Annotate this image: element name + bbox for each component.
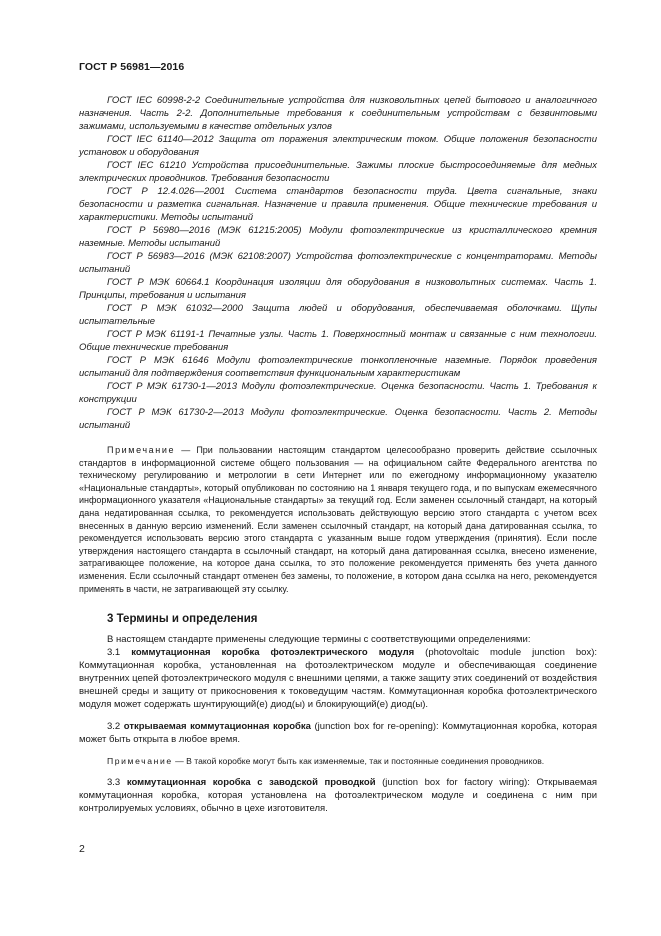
term-text: (junction box for factory wiring): Открываемая коммутационная коробка, которая установлена на фотоэлектрическом модуле и соединена с ним при контролируемых условиях, обычно в цехе изготовителя. [79, 777, 598, 815]
reference-item: ГОСТ IEC 60998-2-2 Соединительные устройства для низковольтных цепей бытового и аналогичного назначения. Часть 2-2. Дополнительные требования к соединительным устройствам с безвинтовыми зажимами, используемыми в качестве отдельных узлов [79, 95, 597, 132]
term-name: открываемая коммутационная коробка [123, 721, 311, 733]
term-definition-3-2 [79, 720, 597, 746]
reference-item: ГОСТ Р 12.4.026—2001 Система стандартов безопасности труда. Цвета сигнальные, знаки безопасности и разметка сигнальная. Назначение и правила применения. Общие технические требования и характеристики. Методы испытаний [79, 186, 597, 223]
reference-item: ГОСТ IEC 61210 Устройства присоединительные. Зажимы плоские быстросоединяемые для медных электрических проводников. Требования безопасности [79, 160, 597, 184]
term-name: коммутационная коробка фотоэлектрического модуля [131, 647, 415, 659]
section-title: 3 Термины и определения [107, 613, 258, 626]
term-note [79, 755, 597, 767]
term-definition-3-3 [79, 776, 597, 815]
reference-item: ГОСТ Р 56980—2016 (МЭК 61215:2005) Модули фотоэлектрические из кристаллического кремния наземные. Методы испытаний [79, 225, 597, 249]
term-number: 3.2 [107, 721, 124, 733]
section-intro: В настоящем стандарте применены следующие термины с соответствующими определениями: [107, 634, 531, 646]
page-header-standard-code: ГОСТ Р 56981—2016 [79, 61, 185, 73]
term-number: 3.3 [107, 777, 127, 789]
reference-item: ГОСТ Р МЭК 61032—2000 Защита людей и оборудования, обеспечиваемая оболочками. Щупы испытательные [79, 303, 597, 327]
page-content [79, 94, 597, 815]
term-text: (junction box for re-opening): Коммутационная коробка, которая может быть открыта в любое время. [79, 721, 597, 746]
term-text: (photovoltaic module junction box): Коммутационная коробка, установленная на фотоэлектрическом модуле и обеспечивающая соединение внутренних цепей фотоэлектрического модуля с внешними цепями, а также защиту этих соединений от воздействия внешней среды и защиту от прикосновения к токоведущим частям. Коммутационная коробка фотоэлектрического модуля может содержать шунтирующий(е) диод(ы) и блокирующий(е) диод(ы). [79, 647, 597, 711]
term-number: 3.1 [107, 647, 132, 659]
reference-item: ГОСТ Р 56983—2016 (МЭК 62108:2007) Устройства фотоэлектрические с концентраторами. Методы испытаний [79, 251, 597, 275]
term-definition-3-1 [79, 646, 597, 711]
note-label: Примечание [107, 756, 173, 767]
reference-item: ГОСТ Р МЭК 61191-1 Печатные узлы. Часть 1. Поверхностный монтаж и связанные с ним технологии. Общие технические требования [79, 329, 597, 353]
note-text: — При пользовании настоящим стандартом целесообразно проверить действие ссылочных стандартов в информационной системе общего пользования — на официальном сайте Федерального агентства по техническому регулированию и метрологии в сети Интернет или по ежегодному информационному указателю «Национальные стандарты», который опубликован по состоянию на 1 января текущего года, и по выпускам ежемесячного информационного указателя «Национальные стандарты» за текущий год. Если заменен ссылочный стандарт, на который дана недатированная ссылка, то рекомендуется использовать действующую версию этого стандарта с учетом всех внесенных в данную версию изменений. Если заменен ссылочный стандарт, на который дана датированная ссылка, то рекомендуется использовать версию этого стандарта с указанным выше годом утверждения (принятия). Если после утверждения настоящего стандарта в ссылочный стандарт, на который дана датированная ссылка, внесено изменение, затрагивающее положение, на которое дана ссылка, то это положение рекомендуется применять без учета данного изменения. Если ссылочный стандарт отменен без замены, то положение, в котором дана ссылка на него, рекомендуется применять в части, не затрагивающей эту ссылку. [79, 445, 597, 594]
reference-item: ГОСТ Р МЭК 61646 Модули фотоэлектрические тонкопленочные наземные. Порядок проведения испытаний для подтверждения соответствия функциональным характеристикам [79, 355, 597, 379]
note-text: — В такой коробке могут быть как изменяемые, так и постоянные соединения проводников. [172, 756, 545, 767]
reference-item: ГОСТ IEC 61140—2012 Защита от поражения электрическим током. Общие положения безопасности установок и оборудования [79, 134, 597, 158]
page-number: 2 [79, 843, 85, 855]
note-label: Примечание [107, 445, 176, 455]
reference-item: ГОСТ Р МЭК 60664.1 Координация изоляции для оборудования в низковольтных системах. Часть 1. Принципы, требования и испытания [79, 277, 597, 301]
references-note [79, 444, 597, 595]
reference-item: ГОСТ Р МЭК 61730-1—2013 Модули фотоэлектрические. Оценка безопасности. Часть 1. Требования к конструкции [79, 381, 597, 405]
normative-references-list [79, 94, 597, 432]
reference-item: ГОСТ Р МЭК 61730-2—2013 Модули фотоэлектрические. Оценка безопасности. Часть 2. Методы испытаний [79, 407, 597, 431]
term-name: коммутационная коробка с заводской проводкой [126, 777, 376, 789]
